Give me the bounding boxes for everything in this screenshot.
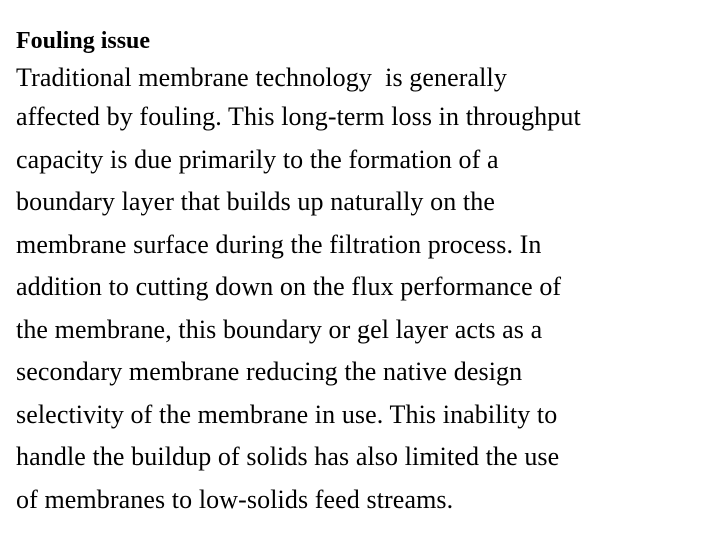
paragraph-line: addition to cutting down on the flux performance of (16, 272, 562, 301)
paragraph-line: boundary layer that builds up naturally on the (16, 187, 495, 216)
paragraph-line: capacity is due primarily to the formation of a (16, 144, 499, 174)
paragraph-line: selectivity of the membrane in use. This inability to (16, 399, 558, 429)
paragraph-line: handle the buildup of solids has also limited the use (16, 442, 560, 471)
paragraph-line: affected by fouling. This long-term loss in throughput (16, 102, 581, 131)
paragraph-line: the membrane, this boundary or gel layer acts as a (16, 314, 543, 344)
paragraph-line: secondary membrane reducing the native design (16, 357, 523, 386)
paragraph-line: of membranes to low-solids feed streams. (16, 484, 454, 514)
section-heading: Fouling issue (16, 28, 151, 54)
document-body (16, 24, 716, 521)
paragraph-line: Traditional membrane technology is generally (16, 63, 507, 92)
paragraph-line: membrane surface during the filtration process. In (16, 229, 542, 259)
